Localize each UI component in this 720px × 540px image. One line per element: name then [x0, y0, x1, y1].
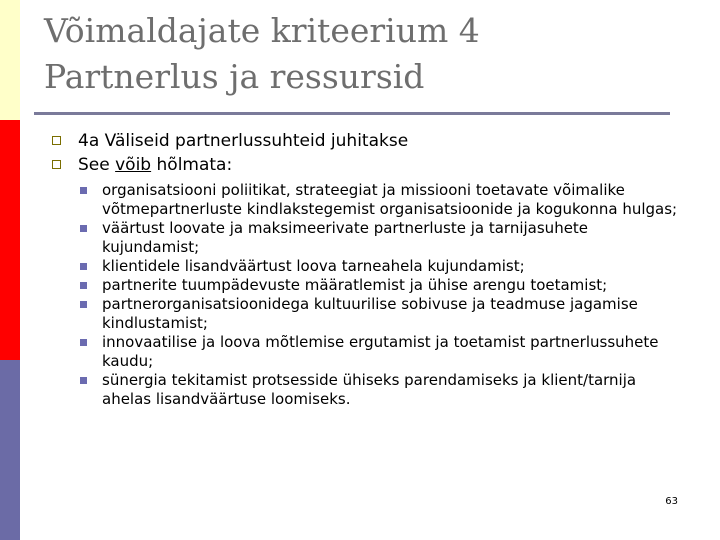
hollow-square-icon [52, 160, 61, 169]
list-item-text: partnerite tuumpädevuste määratlemist ja ühise arengu toetamist; [102, 276, 608, 294]
label-before: See [78, 155, 116, 175]
list-item-text: partnerorganisatsioonidega kultuurilise sobivuse ja teadmuse jagamise kindlustamist; [102, 295, 638, 332]
page-number: 63 [665, 496, 678, 507]
hollow-square-icon [52, 136, 61, 145]
filled-square-icon [80, 263, 87, 270]
title-line-1: Võimaldajate kriteerium 4 [44, 11, 480, 50]
list-item [80, 257, 680, 276]
label-after: hõlmata: [151, 155, 233, 175]
slide-title [44, 8, 684, 100]
list-item [80, 371, 680, 409]
list-item-text: innovaatilise ja loova mõtlemise ergutamist ja toetamist partnerlussuhete kaudu; [102, 333, 659, 370]
sub-bullet-list [80, 181, 680, 409]
list-item [80, 295, 680, 333]
title-line-2: Partnerlus ja ressursid [44, 57, 425, 96]
list-item-text: sünergia tekitamist protsesside ühiseks parendamiseks ja klient/tarnija ahelas lisandväärtuse loomiseks. [102, 371, 637, 408]
level1-item-label [78, 153, 232, 177]
filled-square-icon [80, 301, 87, 308]
list-item-text: organisatsiooni poliitikat, strateegiat ja missiooni toetavate võimalike võtmepartnerluste kindlakstegemist organisatsioonide ja kogukonna hulgas; [102, 181, 678, 218]
sidebar-decoration [0, 0, 20, 540]
level1-item-label: 4a Väliseid partnerlussuhteid juhitakse [78, 131, 409, 151]
list-item [80, 276, 680, 295]
filled-square-icon [80, 225, 87, 232]
label-underlined: võib [115, 155, 152, 175]
title-divider [34, 112, 670, 115]
list-item [80, 181, 680, 219]
filled-square-icon [80, 377, 87, 384]
list-item-text: klientidele lisandväärtust loova tarneahela kujundamist; [102, 257, 525, 275]
list-item-text: väärtust loovate ja maksimeerivate partnerluste ja tarnijasuhete kujundamist; [102, 219, 589, 256]
sidebar-segment-yellow [0, 0, 20, 120]
list-item [80, 333, 680, 371]
filled-square-icon [80, 282, 87, 289]
sidebar-segment-red [0, 120, 20, 360]
list-item [80, 219, 680, 257]
sidebar-segment-purple [0, 360, 20, 540]
filled-square-icon [80, 339, 87, 346]
filled-square-icon [80, 187, 87, 194]
